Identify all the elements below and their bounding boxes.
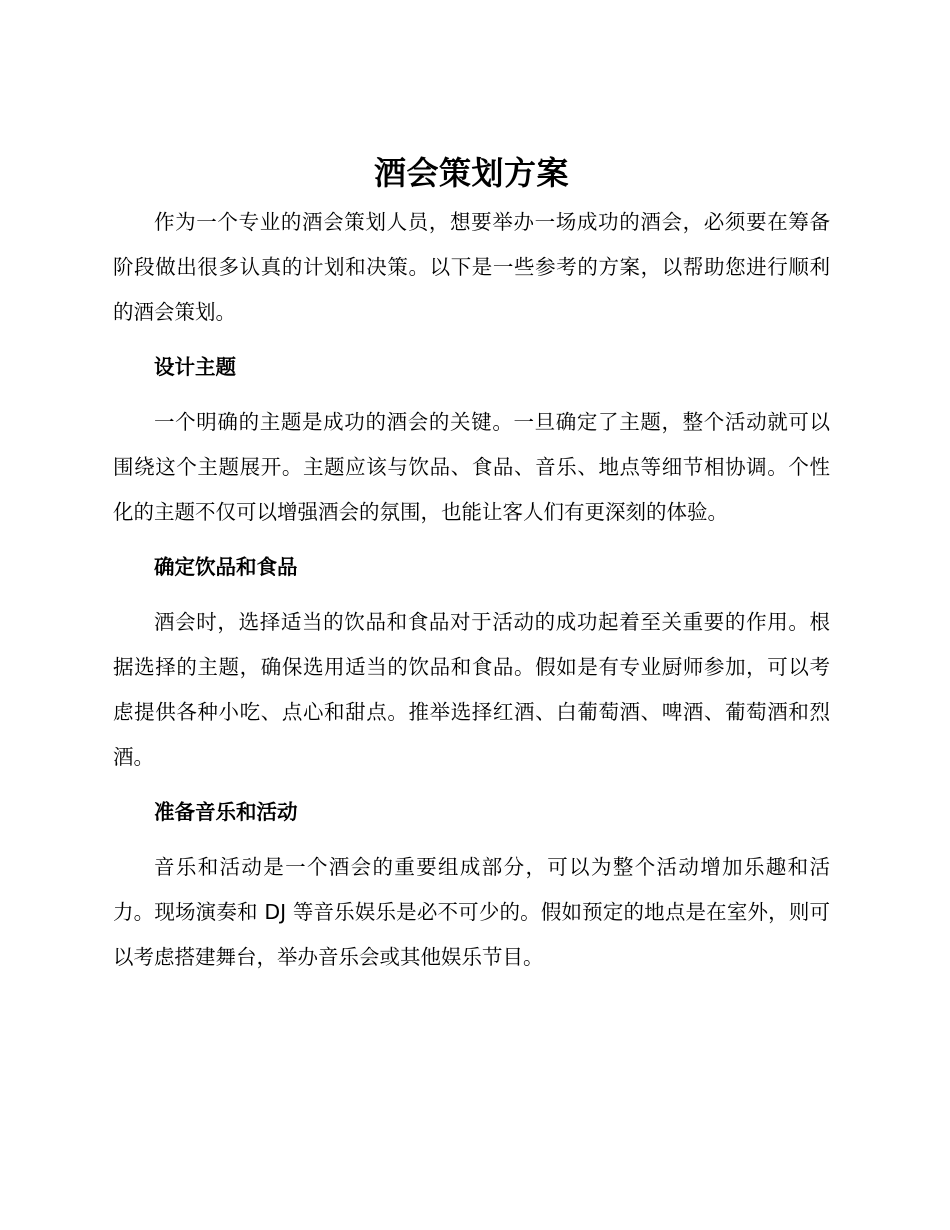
section-heading-theme: 设计主题: [154, 355, 236, 379]
section-body-music-activities: 音乐和活动是一个酒会的重要组成部分，可以为整个活动增加乐趣和活力。现场演奏和 DJ 等音乐娱乐是必不可少的。假如预定的地点是在室外，则可以考虑搭建舞台，举办音乐会或其他娱乐节目。: [113, 855, 830, 969]
section-body-theme: 一个明确的主题是成功的酒会的关键。一旦确定了主题，整个活动就可以围绕这个主题展开。主题应该与饮品、食品、音乐、地点等细节相协调。个性化的主题不仅可以增强酒会的氛围，也能让客人们有更深刻的体验。: [113, 410, 830, 524]
intro-paragraph: 作为一个专业的酒会策划人员，想要举办一场成功的酒会，必须要在筹备阶段做出很多认真的计划和决策。以下是一些参考的方案，以帮助您进行顺利的酒会策划。: [113, 210, 830, 324]
section-body-food-drinks: 酒会时，选择适当的饮品和食品对于活动的成功起着至关重要的作用。根据选择的主题，确保选用适当的饮品和食品。假如是有专业厨师参加，可以考虑提供各种小吃、点心和甜点。推举选择红酒、白葡萄酒、啤酒、葡萄酒和烈酒。: [113, 610, 830, 769]
section-heading-food-drinks: 确定饮品和食品: [154, 555, 298, 579]
section-heading-music-activities: 准备音乐和活动: [154, 800, 298, 824]
document-title: 酒会策划方案: [373, 154, 569, 192]
